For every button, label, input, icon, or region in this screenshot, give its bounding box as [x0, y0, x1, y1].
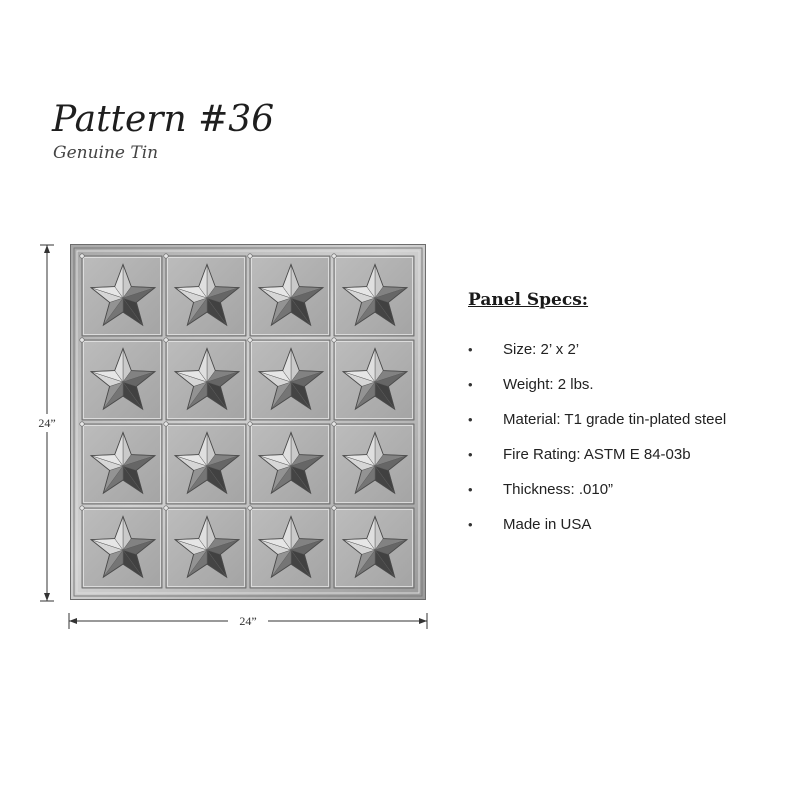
product-title: Pattern #36: [52, 99, 275, 140]
spec-text: Made in USA: [503, 516, 592, 533]
spec-item-size: [468, 339, 788, 374]
specs-heading: Panel Specs:: [468, 290, 589, 310]
star-tile: [332, 422, 414, 504]
star-tile: [164, 506, 246, 588]
tin-ceiling-panel-image: [70, 244, 426, 600]
spec-item-weight: [468, 374, 788, 409]
bullet-icon: •: [468, 377, 473, 392]
spec-item-origin: [468, 514, 788, 549]
spec-text: Fire Rating: ASTM E 84-03b: [503, 446, 691, 463]
panel-specs: [468, 288, 788, 549]
star-tile: [248, 254, 330, 336]
spec-list: [468, 339, 788, 549]
bullet-icon: •: [468, 517, 473, 532]
star-tile: [80, 338, 162, 420]
bullet-icon: •: [468, 412, 473, 427]
star-tile: [248, 338, 330, 420]
star-tile: [248, 506, 330, 588]
star-tile: [332, 338, 414, 420]
star-tile: [80, 422, 162, 504]
spec-item-material: [468, 409, 788, 444]
star-tile: [80, 506, 162, 588]
spec-text: Material: T1 grade tin-plated steel: [503, 411, 727, 428]
star-tile: [332, 506, 414, 588]
width-dimension-label: 24”: [228, 612, 268, 630]
spec-item-thickness: [468, 479, 788, 514]
spec-text: Weight: 2 lbs.: [503, 376, 594, 393]
product-subtitle: Genuine Tin: [53, 143, 159, 163]
star-tile: [164, 338, 246, 420]
height-dimension-label: 24”: [34, 414, 60, 432]
bullet-icon: •: [468, 482, 473, 497]
spec-text: Thickness: .010”: [503, 481, 614, 498]
star-tile: [332, 254, 414, 336]
bullet-icon: •: [468, 342, 473, 357]
star-tile: [80, 254, 162, 336]
star-tile: [164, 254, 246, 336]
star-tile: [164, 422, 246, 504]
spec-text: Size: 2’ x 2’: [503, 341, 580, 358]
star-tile: [248, 422, 330, 504]
bullet-icon: •: [468, 447, 473, 462]
spec-item-fire-rating: [468, 444, 788, 479]
